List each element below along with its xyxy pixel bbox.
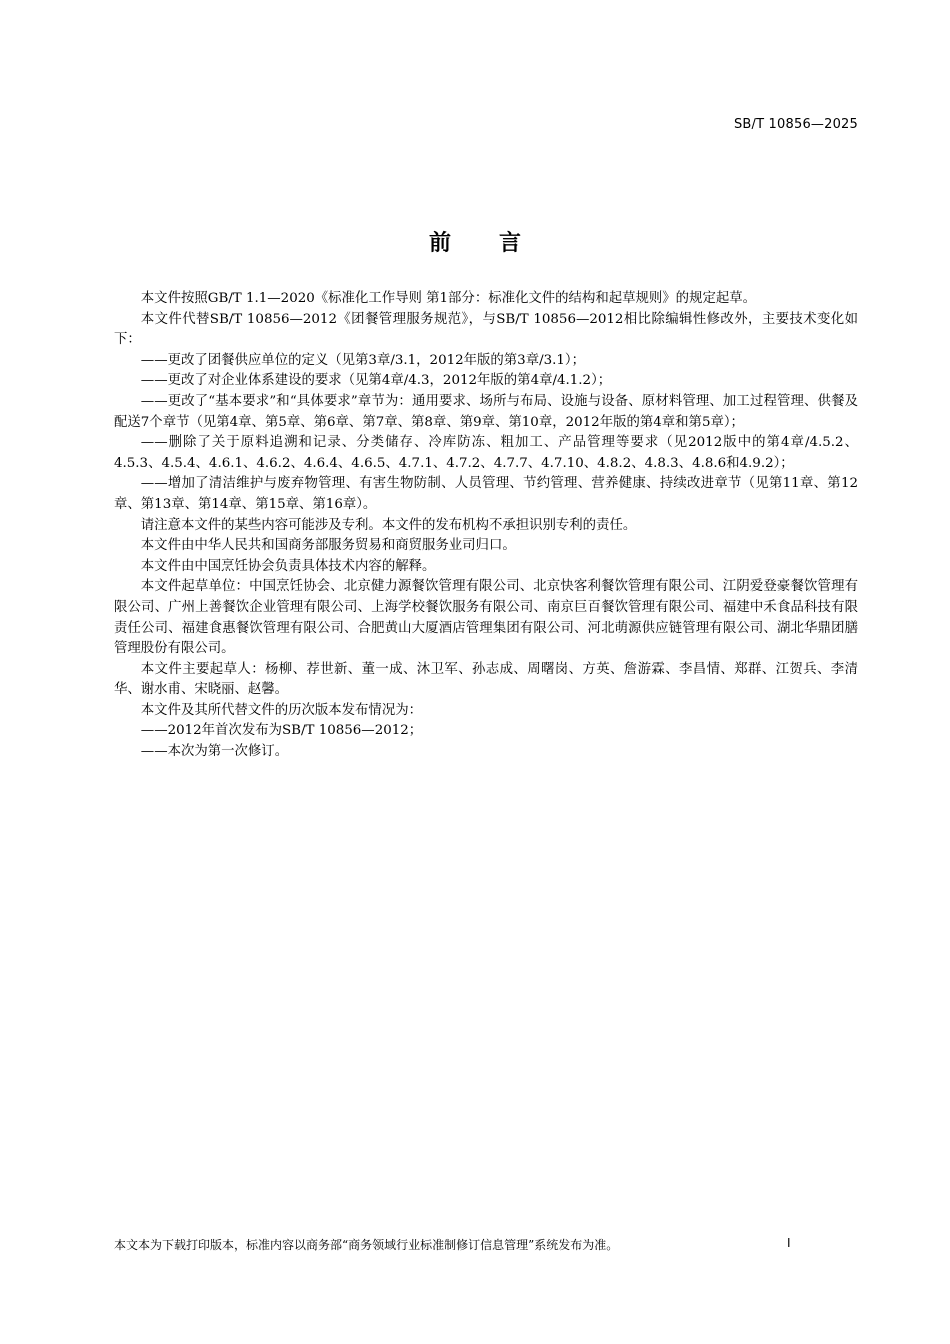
paragraph: ——增加了清洁维护与废弃物管理、有害生物防制、人员管理、节约管理、营养健康、持续改进章节（见第11章、第12章、第13章、第14章、第15章、第16章）。 — [114, 476, 858, 512]
page-title — [0, 226, 950, 257]
paragraph: 请注意本文件的某些内容可能涉及专利。本文件的发布机构不承担识别专利的责任。 — [140, 517, 637, 533]
paragraph: 本文件代替SB/T 10856—2012《团餐管理服务规范》，与SB/T 10856—2012相比除编辑性修改外，主要技术变化如下： — [114, 311, 858, 348]
paragraph: 本文件由中华人民共和国商务部服务贸易和商贸服务业司归口。 — [140, 538, 516, 554]
document-code: SB/T 10856—2025 — [733, 117, 858, 132]
paragraph: ——本次为第一次修订。 — [140, 744, 289, 760]
paragraph: ——更改了团餐供应单位的定义（见第3章/3.1，2012年版的第3章/3.1）； — [140, 352, 585, 368]
page-number: I — [787, 1236, 791, 1250]
paragraph: ——更改了对企业体系建设的要求（见第4章/4.3，2012年版的第4章/4.1.2）； — [140, 373, 612, 389]
paragraph: ——删除了关于原料追溯和记录、分类储存、冷库防冻、粗加工、产品管理等要求（见2012版中的第4章/4.5.2、4.5.3、4.5.4、4.6.1、4.6.2、4.6.4、4.6.5、4.7.1、4.7.2、4.7.7、4.7.10、4.8.2、4.8.3、4.8.6和4.9.2）； — [114, 435, 858, 471]
paragraph: ——2012年首次发布为SB/T 10856—2012； — [140, 723, 423, 739]
title-char-1: 前 — [428, 231, 451, 256]
paragraph: 本文件及其所代替文件的历次版本发布情况为： — [140, 702, 422, 718]
paragraph: 本文件按照GB/T 1.1—2020《标准化工作导则 第1部分：标准化文件的结构和起草规则》的规定起草。 — [140, 291, 757, 306]
paragraph: 本文件主要起草人：杨柳、荐世新、董一成、沐卫军、孙志成、周曙岗、方英、詹游霖、李昌情、郑群、江贺兵、李清华、谢水甫、宋晓丽、赵馨。 — [114, 661, 858, 698]
paragraph: 本文件由中国烹饪协会负责具体技术内容的解释。 — [140, 558, 436, 574]
title-char-2: 言 — [499, 231, 522, 256]
foreword-body — [114, 289, 858, 763]
footer-note: 本文本为下载打印版本，标准内容以商务部“商务领域行业标准制修订信息管理”系统发布为准。 — [114, 1238, 619, 1252]
paragraph: 本文件起草单位：中国烹饪协会、北京健力源餐饮管理有限公司、北京快客利餐饮管理有限公司、江阴爱登豪餐饮管理有限公司、广州上善餐饮企业管理有限公司、上海学校餐饮服务有限公司、南京巨百餐饮管理有限公司、福建中禾食品科技有限责任公司、福建食惠餐饮管理有限公司、合肥黄山大厦酒店管理集团有限公司、河北萌源供应链管理有限公司、湖北华鼎团膳管理股份有限公司。 — [114, 579, 858, 657]
paragraph: ——更改了“基本要求”和“具体要求”章节为：通用要求、场所与布局、设施与设备、原材料管理、加工过程管理、供餐及配送7个章节（见第4章、第5章、第6章、第7章、第8章、第9章、第10章，2012年版的第4章和第5章）； — [114, 393, 858, 430]
